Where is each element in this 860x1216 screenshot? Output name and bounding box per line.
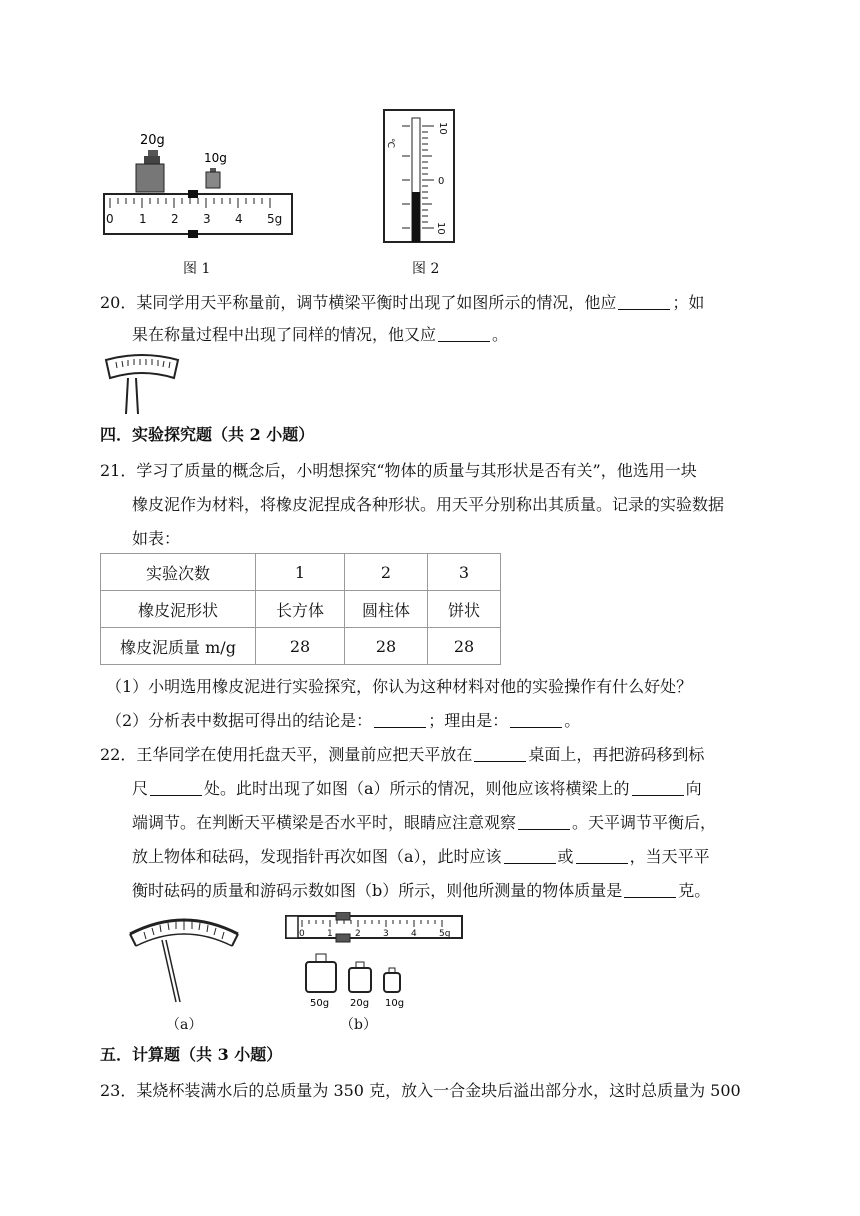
- figure-1-caption: 图 1: [183, 261, 211, 277]
- q21-blank-1: [374, 711, 426, 728]
- q20-line-2: [132, 324, 508, 346]
- q22-text-1b: 桌面上，再把游码移到标: [528, 745, 705, 764]
- q22-blank-7: [624, 881, 676, 898]
- q20-text-2a: 果在称量过程中出现了同样的情况，他又应: [132, 325, 437, 344]
- scale-label-1: 1: [139, 212, 147, 226]
- table-cell: 饼状: [428, 591, 501, 628]
- thermo-unit: ℃: [385, 138, 395, 149]
- weight-10g-label: 10g: [204, 151, 227, 165]
- table-row: [101, 591, 501, 628]
- q22-text-4b: 或: [557, 847, 574, 866]
- table-cell: 1: [256, 554, 345, 591]
- q22-figure-b-beam: [282, 912, 468, 1012]
- q22-text-5a: 衡时砝码的质量和游码示数如图（b）所示，则他所测量的物体质量是: [132, 881, 623, 900]
- table-cell: 2: [345, 554, 428, 591]
- q22-text-5b: 克。: [678, 881, 711, 900]
- q22-line-3: [132, 812, 716, 834]
- dial-pointer: [162, 940, 176, 1002]
- q20-text-1b: ；如: [672, 293, 705, 312]
- table-cell: 长方体: [256, 591, 345, 628]
- q21-sub-2: [106, 710, 580, 732]
- table-cell: 3: [428, 554, 501, 591]
- q21-sub-2b: ；理由是：: [428, 711, 509, 730]
- table-row: [101, 628, 501, 665]
- q20-text-2b: 。: [492, 325, 509, 344]
- table-cell: 28: [256, 628, 345, 665]
- q22-blank-5: [504, 847, 556, 864]
- table-cell: 橡皮泥质量 m/g: [101, 628, 256, 665]
- b-scale-4: 4: [411, 929, 417, 939]
- weight-10g-b-label: 10g: [385, 998, 405, 1009]
- b-scale-3: 3: [383, 929, 389, 939]
- q22-text-2b: 处。此时出现了如图（a）所示的情况，则他应该将横梁上的: [204, 779, 630, 798]
- q20-balance-dial-figure: [102, 352, 182, 416]
- q22-line-2: [132, 778, 702, 800]
- q23-line-1: 23．某烧杯装满水后的总质量为 350 克，放入一合金块后溢出部分水，这时总质量为 500: [100, 1081, 741, 1100]
- q22-blank-1: [474, 745, 526, 762]
- q21-line-2: 橡皮泥作为材料，将橡皮泥捏成各种形状。用天平分别称出其质量。记录的实验数据: [132, 495, 725, 514]
- q22-figure-b-caption: （b）: [340, 1017, 377, 1033]
- figure-2-caption: 图 2: [412, 261, 440, 277]
- section-5-title: 五．计算题（共 3 小题）: [100, 1045, 283, 1064]
- weight-50g: [306, 962, 336, 992]
- q20-blank-2: [438, 325, 490, 342]
- weight-10g: [206, 172, 220, 188]
- q21-line-3: 如表：: [132, 529, 181, 548]
- scale-label-4: 4: [235, 212, 243, 226]
- b-scale-0: 0: [299, 929, 305, 939]
- weight-20g: [136, 164, 164, 192]
- b-scale-2: 2: [355, 929, 361, 939]
- scale-label-5: 5g: [267, 212, 283, 226]
- q22-blank-6: [576, 847, 628, 864]
- scale-label-0: 0: [106, 212, 114, 226]
- q22-text-2a: 尺: [132, 779, 149, 798]
- q21-blank-2: [510, 711, 562, 728]
- q22-blank-4: [518, 813, 570, 830]
- q22-text-3a: 端调节。在判断天平横梁是否水平时，眼睛应注意观察: [132, 813, 517, 832]
- thermo-label-bottom: 10: [435, 222, 446, 235]
- table-cell: 28: [428, 628, 501, 665]
- q20-line-1: [100, 292, 704, 314]
- weight-20g-label: 20g: [140, 133, 165, 148]
- table-cell: 圆柱体: [345, 591, 428, 628]
- q22-text-3b: 。天平调节平衡后，: [572, 813, 717, 832]
- q22-line-1: [100, 744, 704, 766]
- q22-line-5: [132, 880, 710, 902]
- q21-line-1: 21．学习了质量的概念后，小明想探究“物体的质量与其形状是否有关”，他选用一块: [100, 461, 697, 480]
- q21-sub-2c: 。: [564, 711, 581, 730]
- scale-label-3: 3: [203, 212, 211, 226]
- b-scale-5: 5g: [439, 929, 451, 939]
- q21-data-table: [100, 553, 501, 665]
- weight-50g-label: 50g: [310, 998, 330, 1009]
- q21-sub-2a: （2）分析表中数据可得出的结论是：: [106, 711, 373, 730]
- table-cell: 橡皮泥形状: [101, 591, 256, 628]
- weight-20g-b-label: 20g: [350, 998, 370, 1009]
- figure-1-beam-scale: [100, 128, 300, 240]
- q22-text-4c: ，当天平平: [629, 847, 710, 866]
- thermo-label-zero: 0: [438, 176, 445, 187]
- weight-10g-b: [384, 973, 400, 992]
- table-row: [101, 554, 501, 591]
- thermo-label-top: 10: [437, 122, 448, 135]
- q22-figure-a-caption: （a）: [166, 1017, 203, 1033]
- q22-line-4: [132, 846, 710, 868]
- q22-text-1a: 22．王华同学在使用托盘天平，测量前应把天平放在: [100, 745, 473, 764]
- table-cell: 28: [345, 628, 428, 665]
- thermometer-liquid-column: [412, 192, 420, 242]
- q22-figure-a-dial: [124, 912, 244, 1004]
- weight-20g-b: [349, 968, 371, 992]
- scale-label-2: 2: [171, 212, 179, 226]
- q22-text-4a: 放上物体和砝码，发现指针再次如图（a），此时应该: [132, 847, 502, 866]
- q22-text-2c: 向: [685, 779, 702, 798]
- table-cell: 实验次数: [101, 554, 256, 591]
- q22-blank-3: [632, 779, 684, 796]
- section-4-title: 四．实验探究题（共 2 小题）: [100, 425, 315, 444]
- b-scale-1: 1: [327, 929, 333, 939]
- q20-blank-1: [618, 293, 670, 310]
- q20-text-1a: 20．某同学用天平称量前，调节横梁平衡时出现了如图所示的情况，他应: [100, 293, 617, 312]
- q21-sub-1: （1）小明选用橡皮泥进行实验探究，你认为这种材料对他的实验操作有什么好处？: [106, 677, 693, 696]
- q22-blank-2: [150, 779, 202, 796]
- figure-2-thermometer: [382, 108, 458, 246]
